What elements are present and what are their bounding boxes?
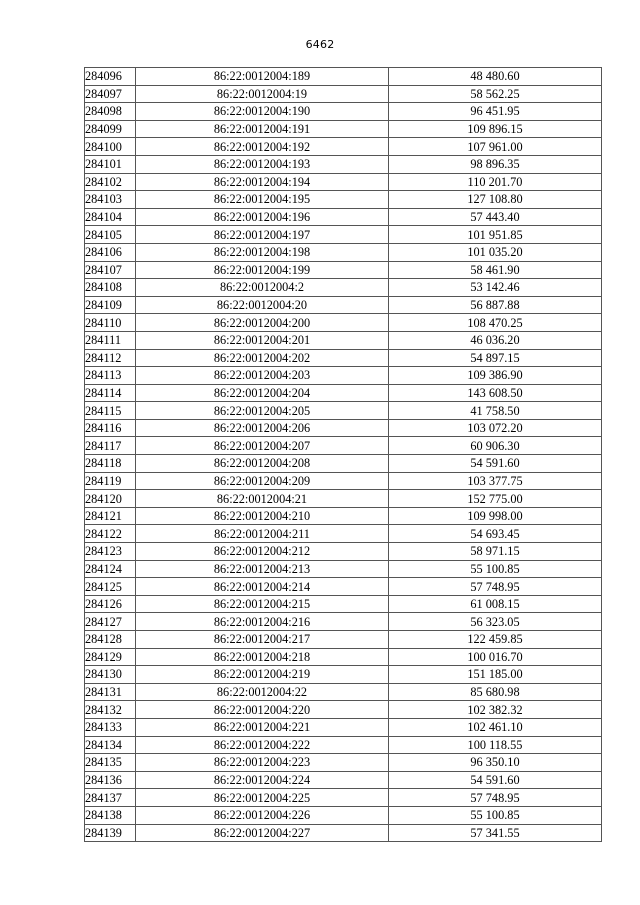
table-row xyxy=(85,543,602,561)
row-number-cell: 284103 xyxy=(85,191,136,209)
value-cell: 151 185.00 xyxy=(389,666,602,684)
value-cell: 61 008.15 xyxy=(389,595,602,613)
cadastral-number-cell: 86:22:0012004:194 xyxy=(136,173,389,191)
cadastral-number-cell: 86:22:0012004:202 xyxy=(136,349,389,367)
cadastral-number-cell: 86:22:0012004:189 xyxy=(136,68,389,86)
table-row xyxy=(85,208,602,226)
row-number-cell: 284122 xyxy=(85,525,136,543)
table-row xyxy=(85,490,602,508)
row-number-cell: 284104 xyxy=(85,208,136,226)
row-number-cell: 284115 xyxy=(85,402,136,420)
cadastral-number-cell: 86:22:0012004:209 xyxy=(136,472,389,490)
cadastral-number-cell: 86:22:0012004:199 xyxy=(136,261,389,279)
cadastral-number-cell: 86:22:0012004:217 xyxy=(136,631,389,649)
table-row xyxy=(85,789,602,807)
value-cell: 56 887.88 xyxy=(389,296,602,314)
value-cell: 54 591.60 xyxy=(389,771,602,789)
row-number-cell: 284139 xyxy=(85,824,136,842)
row-number-cell: 284130 xyxy=(85,666,136,684)
row-number-cell: 284133 xyxy=(85,718,136,736)
value-cell: 57 341.55 xyxy=(389,824,602,842)
row-number-cell: 284123 xyxy=(85,543,136,561)
table-row xyxy=(85,103,602,121)
row-number-cell: 284109 xyxy=(85,296,136,314)
cadastral-number-cell: 86:22:0012004:219 xyxy=(136,666,389,684)
row-number-cell: 284121 xyxy=(85,507,136,525)
table-row xyxy=(85,683,602,701)
cadastral-number-cell: 86:22:0012004:205 xyxy=(136,402,389,420)
value-cell: 101 035.20 xyxy=(389,243,602,261)
cadastral-number-cell: 86:22:0012004:192 xyxy=(136,138,389,156)
cadastral-number-cell: 86:22:0012004:220 xyxy=(136,701,389,719)
row-number-cell: 284117 xyxy=(85,437,136,455)
value-cell: 57 443.40 xyxy=(389,208,602,226)
value-cell: 54 897.15 xyxy=(389,349,602,367)
table-row xyxy=(85,261,602,279)
value-cell: 127 108.80 xyxy=(389,191,602,209)
table-row xyxy=(85,736,602,754)
table-row xyxy=(85,754,602,772)
row-number-cell: 284118 xyxy=(85,455,136,473)
cadastral-number-cell: 86:22:0012004:225 xyxy=(136,789,389,807)
table-row xyxy=(85,331,602,349)
row-number-cell: 284102 xyxy=(85,173,136,191)
value-cell: 53 142.46 xyxy=(389,279,602,297)
row-number-cell: 284137 xyxy=(85,789,136,807)
cadastral-number-cell: 86:22:0012004:197 xyxy=(136,226,389,244)
cadastral-number-cell: 86:22:0012004:223 xyxy=(136,754,389,772)
cadastral-number-cell: 86:22:0012004:212 xyxy=(136,543,389,561)
row-number-cell: 284132 xyxy=(85,701,136,719)
table-row xyxy=(85,138,602,156)
table-row xyxy=(85,771,602,789)
row-number-cell: 284111 xyxy=(85,331,136,349)
row-number-cell: 284136 xyxy=(85,771,136,789)
value-cell: 48 480.60 xyxy=(389,68,602,86)
row-number-cell: 284097 xyxy=(85,85,136,103)
value-cell: 57 748.95 xyxy=(389,789,602,807)
cadastral-number-cell: 86:22:0012004:201 xyxy=(136,331,389,349)
cadastral-number-cell: 86:22:0012004:213 xyxy=(136,560,389,578)
cadastral-number-cell: 86:22:0012004:211 xyxy=(136,525,389,543)
value-cell: 152 775.00 xyxy=(389,490,602,508)
value-cell: 110 201.70 xyxy=(389,173,602,191)
table-row xyxy=(85,666,602,684)
cadastral-number-cell: 86:22:0012004:218 xyxy=(136,648,389,666)
cadastral-number-cell: 86:22:0012004:190 xyxy=(136,103,389,121)
table-row xyxy=(85,367,602,385)
value-cell: 58 461.90 xyxy=(389,261,602,279)
table-row xyxy=(85,384,602,402)
row-number-cell: 284107 xyxy=(85,261,136,279)
value-cell: 54 693.45 xyxy=(389,525,602,543)
table-row xyxy=(85,120,602,138)
table-row xyxy=(85,85,602,103)
cadastral-number-cell: 86:22:0012004:198 xyxy=(136,243,389,261)
value-cell: 100 118.55 xyxy=(389,736,602,754)
value-cell: 108 470.25 xyxy=(389,314,602,332)
value-cell: 103 377.75 xyxy=(389,472,602,490)
cadastral-number-cell: 86:22:0012004:206 xyxy=(136,419,389,437)
cadastral-number-cell: 86:22:0012004:20 xyxy=(136,296,389,314)
register-table-body xyxy=(85,68,602,842)
row-number-cell: 284100 xyxy=(85,138,136,156)
value-cell: 57 748.95 xyxy=(389,578,602,596)
table-row xyxy=(85,560,602,578)
value-cell: 56 323.05 xyxy=(389,613,602,631)
cadastral-number-cell: 86:22:0012004:2 xyxy=(136,279,389,297)
value-cell: 143 608.50 xyxy=(389,384,602,402)
table-row xyxy=(85,507,602,525)
cadastral-number-cell: 86:22:0012004:196 xyxy=(136,208,389,226)
table-row xyxy=(85,578,602,596)
cadastral-number-cell: 86:22:0012004:226 xyxy=(136,806,389,824)
row-number-cell: 284129 xyxy=(85,648,136,666)
cadastral-number-cell: 86:22:0012004:227 xyxy=(136,824,389,842)
cadastral-number-cell: 86:22:0012004:222 xyxy=(136,736,389,754)
page-number: 6462 xyxy=(305,38,335,51)
cadastral-number-cell: 86:22:0012004:193 xyxy=(136,155,389,173)
table-row xyxy=(85,296,602,314)
cadastral-number-cell: 86:22:0012004:215 xyxy=(136,595,389,613)
table-row xyxy=(85,419,602,437)
row-number-cell: 284110 xyxy=(85,314,136,332)
table-row xyxy=(85,613,602,631)
table-row xyxy=(85,314,602,332)
cadastral-number-cell: 86:22:0012004:224 xyxy=(136,771,389,789)
cadastral-number-cell: 86:22:0012004:191 xyxy=(136,120,389,138)
table-row xyxy=(85,349,602,367)
cadastral-number-cell: 86:22:0012004:210 xyxy=(136,507,389,525)
value-cell: 109 896.15 xyxy=(389,120,602,138)
row-number-cell: 284101 xyxy=(85,155,136,173)
value-cell: 96 350.10 xyxy=(389,754,602,772)
table-row xyxy=(85,437,602,455)
value-cell: 98 896.35 xyxy=(389,155,602,173)
table-row xyxy=(85,701,602,719)
cadastral-number-cell: 86:22:0012004:204 xyxy=(136,384,389,402)
cadastral-number-cell: 86:22:0012004:208 xyxy=(136,455,389,473)
value-cell: 109 998.00 xyxy=(389,507,602,525)
value-cell: 96 451.95 xyxy=(389,103,602,121)
table-row xyxy=(85,279,602,297)
value-cell: 109 386.90 xyxy=(389,367,602,385)
table-row xyxy=(85,631,602,649)
cadastral-number-cell: 86:22:0012004:221 xyxy=(136,718,389,736)
row-number-cell: 284138 xyxy=(85,806,136,824)
value-cell: 101 951.85 xyxy=(389,226,602,244)
value-cell: 54 591.60 xyxy=(389,455,602,473)
row-number-cell: 284108 xyxy=(85,279,136,297)
table-row xyxy=(85,243,602,261)
table-row xyxy=(85,824,602,842)
value-cell: 41 758.50 xyxy=(389,402,602,420)
row-number-cell: 284124 xyxy=(85,560,136,578)
table-row xyxy=(85,648,602,666)
value-cell: 102 461.10 xyxy=(389,718,602,736)
table-row xyxy=(85,68,602,86)
value-cell: 107 961.00 xyxy=(389,138,602,156)
row-number-cell: 284112 xyxy=(85,349,136,367)
row-number-cell: 284135 xyxy=(85,754,136,772)
table-row xyxy=(85,173,602,191)
table-row xyxy=(85,402,602,420)
row-number-cell: 284098 xyxy=(85,103,136,121)
cadastral-number-cell: 86:22:0012004:207 xyxy=(136,437,389,455)
row-number-cell: 284106 xyxy=(85,243,136,261)
row-number-cell: 284096 xyxy=(85,68,136,86)
table-row xyxy=(85,525,602,543)
value-cell: 55 100.85 xyxy=(389,806,602,824)
row-number-cell: 284126 xyxy=(85,595,136,613)
value-cell: 46 036.20 xyxy=(389,331,602,349)
cadastral-number-cell: 86:22:0012004:21 xyxy=(136,490,389,508)
row-number-cell: 284125 xyxy=(85,578,136,596)
cadastral-number-cell: 86:22:0012004:195 xyxy=(136,191,389,209)
value-cell: 103 072.20 xyxy=(389,419,602,437)
cadastral-number-cell: 86:22:0012004:203 xyxy=(136,367,389,385)
table-row xyxy=(85,455,602,473)
table-row xyxy=(85,191,602,209)
value-cell: 100 016.70 xyxy=(389,648,602,666)
value-cell: 58 562.25 xyxy=(389,85,602,103)
row-number-cell: 284119 xyxy=(85,472,136,490)
table-row xyxy=(85,595,602,613)
cadastral-number-cell: 86:22:0012004:22 xyxy=(136,683,389,701)
table-row xyxy=(85,226,602,244)
row-number-cell: 284116 xyxy=(85,419,136,437)
cadastral-number-cell: 86:22:0012004:216 xyxy=(136,613,389,631)
row-number-cell: 284099 xyxy=(85,120,136,138)
row-number-cell: 284127 xyxy=(85,613,136,631)
value-cell: 85 680.98 xyxy=(389,683,602,701)
table-row xyxy=(85,155,602,173)
row-number-cell: 284113 xyxy=(85,367,136,385)
row-number-cell: 284128 xyxy=(85,631,136,649)
row-number-cell: 284105 xyxy=(85,226,136,244)
row-number-cell: 284134 xyxy=(85,736,136,754)
value-cell: 122 459.85 xyxy=(389,631,602,649)
table-row xyxy=(85,718,602,736)
value-cell: 60 906.30 xyxy=(389,437,602,455)
value-cell: 58 971.15 xyxy=(389,543,602,561)
cadastral-number-cell: 86:22:0012004:200 xyxy=(136,314,389,332)
table-row xyxy=(85,472,602,490)
cadastral-number-cell: 86:22:0012004:19 xyxy=(136,85,389,103)
row-number-cell: 284114 xyxy=(85,384,136,402)
row-number-cell: 284131 xyxy=(85,683,136,701)
table-row xyxy=(85,806,602,824)
cadastral-number-cell: 86:22:0012004:214 xyxy=(136,578,389,596)
value-cell: 55 100.85 xyxy=(389,560,602,578)
register-table xyxy=(84,67,602,842)
row-number-cell: 284120 xyxy=(85,490,136,508)
value-cell: 102 382.32 xyxy=(389,701,602,719)
